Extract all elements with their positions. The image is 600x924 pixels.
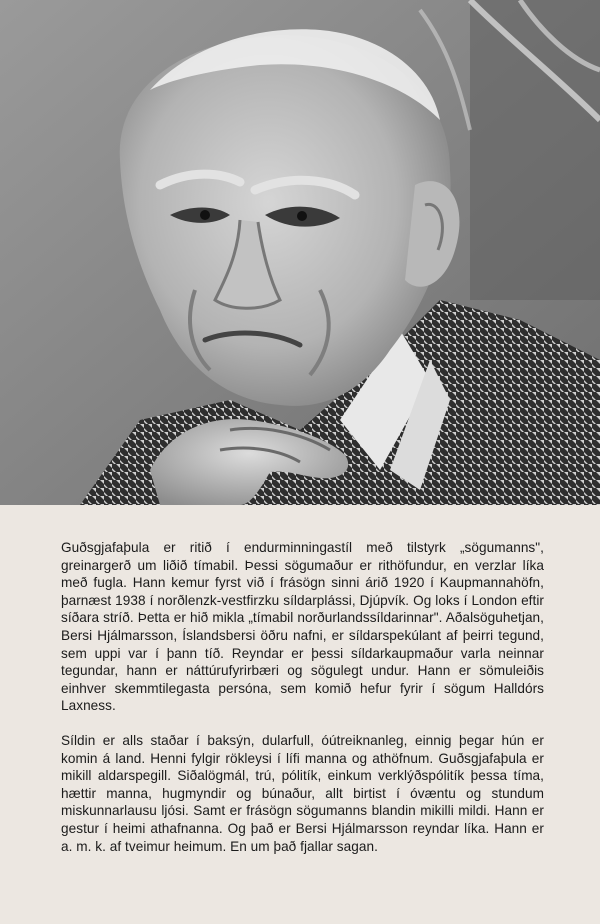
blurb-paragraph-2: Síldin er alls staðar í baksýn, dularfull, óútreiknanleg, einnig þegar hún er komin á land. Henni fylgir rökleysi í lífi manna og athöfnum. Guðsgjafaþula er mikill aldarspegill. Siðalögmál, trú, pólitík, einkum verklýðspólitík þessa tíma, hættir manna, hugmyndir og búnaður, allt birtist í óvæntu og stundum miskunnarlausu ljósi. Samt er frásögn sögumanns blandin mikilli mildi. Hann er gestur í heimi athafnanna. Og það er Bersi Hjálmarsson reyndar líka. Hann er a. m. k. af tveimur heimum. En um það fjallar sagan. (61, 732, 544, 854)
blurb-text (61, 539, 544, 855)
blurb-paragraph-1: Guðsgjafaþula er ritið í endurminningastíl með tilstyrk „sögumanns", greinargerð um liðið tímabil. Þessi sögumaður er rithöfundur, en verzlar líka með fugla. Hann kemur fyrst við í frásögn sinni árið 1920 í Kaupmannahöfn, þarnæst 1938 í norðlenzk-vestfirzku síldarplássi, Djúpvík. Og loks í London eftir síðara stríð. Þetta er hið mikla „tímabil norðurlandssíldarinnar". Aðalsöguhetjan, Bersi Hjálmarsson, Íslandsbersi öðru nafni, er síldarspekúlant af þeirri tegund, sem uppi var í þann tíð. Reyndar er þessi síldarkaupmaður varla neinnar tegundar, hann er náttúrufyrirbæri og sögulegt undur. Hann er sömuleiðis einhver skemmtilegasta persóna, sem komið hefur fyrir í sögum Halldórs Laxness. (61, 540, 544, 714)
